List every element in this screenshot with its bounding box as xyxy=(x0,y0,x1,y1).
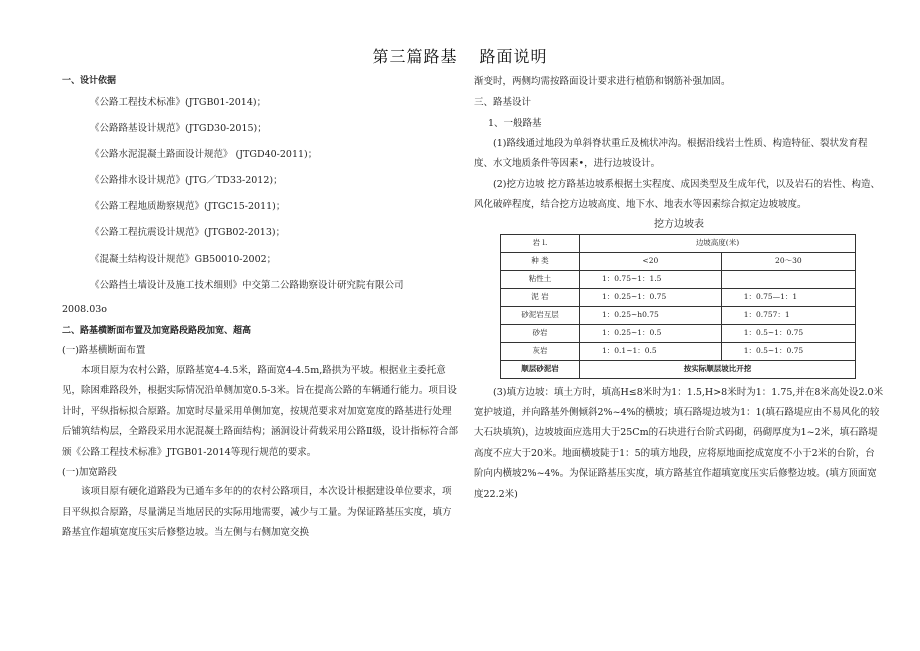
table-row xyxy=(501,288,856,306)
slope-20-30: 1：0.5~1：0.75 xyxy=(721,324,855,342)
rock-name: 砂泥岩互层 xyxy=(501,306,580,324)
paragraph-fill-slope: (3)填方边坡：填土方时，填高H≤8米时为1：1.5,H>8米时为1：1.75,并在8米高处设2.0米宽护坡道，并向路基外侧倾斜2%~4%的横坡；填石路堤边坡为1：1(填石路堤应由不易风化的较大石块填筑)，边坡坡面应选用大于25Cm的石块进行台阶式码砌，码砌厚度为1~2米，填石路堤高度不应大于20米。地面横坡陡于1：5的填方地段，应将原地面挖成宽度不小于2米的台阶，台阶向内横坡2%~4%。为保证路基压实度，填方路基宜作超填宽度压实后修整边坡。(填方顶面宽度22.2米) xyxy=(474,386,884,500)
rock-name: 泥 岩 xyxy=(501,288,580,306)
reference-item: 《公路水泥混凝土路面设计规范》 (JTGD40-2011)； xyxy=(90,149,318,160)
slope-lt20: 1：0.1~1：0.5 xyxy=(580,342,722,360)
table-header-row xyxy=(501,252,856,270)
slope-lt20: 1：0.75~1：1.5 xyxy=(580,270,722,288)
rock-name: 顺层砂泥岩 xyxy=(501,360,580,378)
reference-item: 《公路路基设计规范》(JTGD30-2015)； xyxy=(90,122,267,134)
title-part-1: 第三篇路基 xyxy=(372,47,458,66)
left-column xyxy=(62,74,458,544)
paragraph-terrain: (1)路线通过地段为单斜脊状重丘及梳状冲沟。根据沿线岩土性质、构造特征、裂状发育程度、水文地质条件等因素•，进行边坡设计。 xyxy=(474,137,868,170)
section-3-heading: 三、路基设计 xyxy=(474,96,532,108)
cut-slope-table xyxy=(500,234,856,379)
reference-item: 《公路挡土墙设计及施工技术细则》中交第二公路勘察设计研究院有限公司 xyxy=(90,279,404,291)
right-column xyxy=(474,74,884,505)
header-20-30: 20～30 xyxy=(721,252,855,270)
paragraph-widening: 该项目原有硬化道路段为已通车多年的的农村公路项目，本次设计根据建设单位要求，项目平纵拟合原路，尽量满足当地居民的实际用地需要，减少与工量。为保证路基压实度，填方路基宜作超填宽度压实后修整边坡。当左侧与右侧加宽交换 xyxy=(62,486,452,539)
header-kind: 种 类 xyxy=(501,252,580,270)
slope-20-30: 1：0.757：1 xyxy=(721,306,855,324)
slope-instruction: 按实际顺层坡比开挖 xyxy=(580,360,856,378)
slope-20-30: 1：0.5~1：0.75 xyxy=(721,342,855,360)
reference-item: 《公路工程抗震设计规范》(JTGB02-2013)； xyxy=(90,227,286,239)
slope-lt20: 1：0.25~1：0.75 xyxy=(580,288,722,306)
table-row xyxy=(501,306,856,324)
table-caption: 挖方边坡表 xyxy=(654,218,704,230)
rock-name: 粘性土 xyxy=(501,270,580,288)
header-slope-height: 边坡高度(米) xyxy=(580,234,856,252)
table-row xyxy=(501,270,856,288)
reference-item: 《公路排水设计规范》(JTG／TD33-2012)； xyxy=(90,175,283,187)
section-1-heading: 一、设计依据 xyxy=(62,76,117,86)
slope-20-30: 1：0.75—1：1 xyxy=(721,288,855,306)
slope-lt20: 1：0.25~1：0.5 xyxy=(580,324,722,342)
rock-name: 灰岩 xyxy=(501,342,580,360)
header-rock: 岩 l. xyxy=(501,234,580,252)
reference-tail: 2008.03o xyxy=(62,303,108,315)
rock-name: 砂岩 xyxy=(501,324,580,342)
continued-text: 渐变时，两侧均需按路面设计要求进行植筋和钢筋补强加固。 xyxy=(474,76,731,87)
table-row xyxy=(501,324,856,342)
reference-item: 《混凝土结构设计规范》GB50010-2002； xyxy=(90,253,277,265)
reference-item: 《公路工程地质勘察规范》(JTGC15-2011)； xyxy=(90,201,286,213)
page-title xyxy=(0,44,920,67)
header-lt20: <20 xyxy=(580,252,722,270)
slope-lt20: 1：0.25~h0.75 xyxy=(580,306,722,324)
table-row xyxy=(501,360,856,378)
subsection-cross-section: (一)路基横断面布置 xyxy=(62,345,146,357)
paragraph-cut-slope: (2)挖方边坡 挖方路基边坡系根据土实程度、成因类型及生成年代，以及岩石的岩性、构造、风化破碎程度，结合挖方边坡高度、地下水、地表水等因素综合拟定边坡坡度。 xyxy=(474,178,880,211)
subsection-widening: (一)加宽路段 xyxy=(62,466,117,478)
title-part-2: 路面说明 xyxy=(479,47,548,66)
subsection-general-subgrade: 1、一般路基 xyxy=(488,118,542,130)
section-2-heading: 二、路基横断面布置及加宽路段路段加宽、超高 xyxy=(62,325,252,336)
table-header-row xyxy=(501,234,856,252)
slope-20-30 xyxy=(721,270,855,288)
table-row xyxy=(501,342,856,360)
reference-item: 《公路工程技术标准》(JTGB01-2014)； xyxy=(90,96,267,108)
paragraph-cross-section: 本项目原为农村公路，原路基宽4-4.5米，路面宽4-4.5m,路拱为平坡。根据业主委托意见，除困难路段外，根据实际情况沿单侧加宽0.5-3米。旨在提高公路的车辆通行能力。项目设计时，平纵指标拟合原路。加宽时尽量采用单侧加宽，按规范要求对加宽宽度的路基进行处理后铺筑结构层，全路段采用水泥混凝土路面结构；涵洞设计荷载采用公路Ⅱ级，设计指标符合部颁《公路工程技术标准》JTGB01-2014等现行规范的要求。 xyxy=(62,364,458,458)
